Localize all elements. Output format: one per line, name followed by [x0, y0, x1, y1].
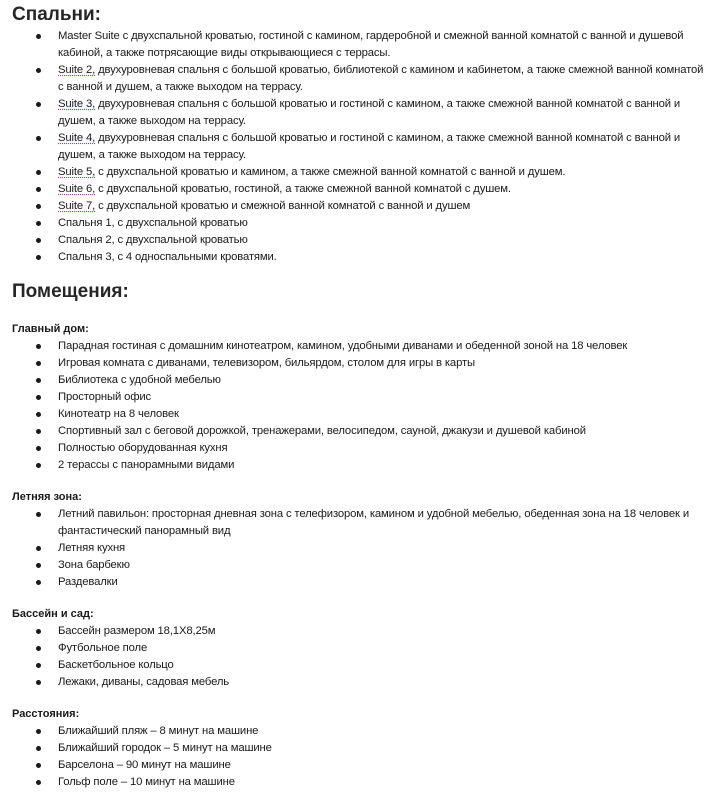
list-item [0, 181, 716, 198]
list-item [0, 338, 716, 355]
item-lead: Suite 3, [58, 98, 96, 110]
bullet-icon [36, 446, 41, 451]
item-text: двухуровневая спальня с большой кроватью и гостиной с камином, а также смежной ванной комнатой с ванной и душем, а также выходом на террасу. [58, 98, 681, 127]
list-item [0, 723, 716, 740]
list-item [0, 640, 716, 657]
list-item [0, 130, 716, 164]
distances-heading: Расстояния: [12, 708, 80, 720]
list-item [0, 557, 716, 574]
item-text: Футбольное поле [58, 642, 148, 654]
item-text: Ближайший пляж – 8 минут на машине [58, 725, 259, 737]
list-item [0, 457, 716, 474]
list-item [0, 164, 716, 181]
list-item [0, 757, 716, 774]
list-item [0, 232, 716, 249]
item-lead: Master Suite [58, 30, 120, 42]
item-text: 2 терассы с панорамными видами [58, 459, 235, 471]
list-item [0, 574, 716, 591]
bullet-icon [36, 187, 41, 192]
bullet-icon [36, 238, 41, 243]
item-text: Раздевалки [58, 576, 118, 588]
list-item [0, 657, 716, 674]
item-text: Ближайший городок – 5 минут на машине [58, 742, 272, 754]
bullet-icon [36, 629, 41, 634]
item-text: Спальня 2, с двухспальной кроватью [58, 234, 248, 246]
item-text: Лежаки, диваны, садовая мебель [58, 676, 230, 688]
item-text: Полностью оборудованная кухня [58, 442, 228, 454]
main-house-heading: Главный дом: [12, 323, 89, 335]
item-text: Кинотеатр на 8 человек [58, 408, 179, 420]
bullet-icon [36, 395, 41, 400]
list-item [0, 623, 716, 640]
item-text: двухуровневая спальня с большой кроватью и гостиной с камином, а также смежной ванной комнатой с ванной и душем, а также выходом на террасу. [58, 132, 681, 161]
list-item [0, 215, 716, 232]
summer-zone-heading: Летняя зона: [12, 491, 82, 503]
list-item [0, 372, 716, 389]
item-lead: Suite 6, [58, 183, 96, 195]
item-text: Спальня 1, с двухспальной кроватью [58, 217, 248, 229]
bullet-icon [36, 34, 41, 39]
bullet-icon [36, 204, 41, 209]
bullet-icon [36, 763, 41, 768]
summer-zone-list [0, 506, 716, 591]
bullet-icon [36, 546, 41, 551]
item-text: с двухспальной кроватью, гостиной с камином, гардеробной и смежной ванной комнатой с ванной и душевой кабиной, а также потрясающие виды открывающиеся с террасы. [58, 30, 684, 59]
bullet-icon [36, 378, 41, 383]
list-item [0, 198, 716, 215]
item-text: с двухспальной кроватью и камином, а также смежной ванной комнатой с ванной и душем. [95, 166, 566, 178]
bullet-icon [36, 102, 41, 107]
bullet-icon [36, 255, 41, 260]
item-text: Парадная гостиная с домашним кинотеатром, камином, удобными диванами и обеденной зоной на 18 человек [58, 340, 628, 352]
list-item [0, 355, 716, 372]
bullet-icon [36, 170, 41, 175]
bullet-icon [36, 221, 41, 226]
list-item [0, 28, 716, 62]
item-text: Зона барбекю [58, 559, 130, 571]
item-lead: Suite 4, [58, 132, 96, 144]
item-text: Просторный офис [58, 391, 152, 403]
main-house-list [0, 338, 716, 474]
list-item [0, 540, 716, 557]
facilities-heading: Помещения: [12, 281, 129, 302]
item-text: Спальня 3, с 4 односпальными кроватями. [58, 251, 277, 263]
list-item [0, 249, 716, 266]
bullet-icon [36, 344, 41, 349]
pool-garden-heading: Бассейн и сад: [12, 608, 94, 620]
item-text: Спортивный зал с беговой дорожкой, тренажерами, велосипедом, сауной, джакузи и душевой кабиной [58, 425, 586, 437]
item-text: Бассейн размером 18,1X8,25м [58, 625, 216, 637]
list-item [0, 389, 716, 406]
item-text: двухуровневая спальня с большой кроватью, библиотекой с камином и кабинетом, а также смежной ванной комнатой с ванной и душем, а также выходом на террасу. [58, 64, 704, 93]
item-lead: Suite 7, [58, 200, 96, 212]
bullet-icon [36, 663, 41, 668]
bullet-icon [36, 780, 41, 785]
list-item [0, 774, 716, 791]
list-item [0, 674, 716, 691]
item-text: с двухспальной кроватью и смежной ванной комнатой с ванной и душем [95, 200, 471, 212]
list-item [0, 440, 716, 457]
item-text: Баскетбольное кольцо [58, 659, 174, 671]
bullet-icon [36, 136, 41, 141]
list-item [0, 740, 716, 757]
bullet-icon [36, 361, 41, 366]
bullet-icon [36, 646, 41, 651]
item-text: Игровая комната с диванами, телевизором, бильярдом, столом для игры в карты [58, 357, 475, 369]
bedrooms-list [0, 28, 716, 266]
item-lead: Suite 5, [58, 166, 96, 178]
item-text: Барселона – 90 минут на машине [58, 759, 231, 771]
item-text: с двухспальной кроватью, гостиной, а также смежной ванной комнатой с душем. [95, 183, 511, 195]
pool-garden-list [0, 623, 716, 691]
item-text: Библиотека с удобной мебелью [58, 374, 221, 386]
list-item [0, 62, 716, 96]
item-text: Летний павильон: просторная дневная зона с телефизором, камином и удобной мебелью, обеденная зона на 18 человек и фантастический панорамный вид [58, 508, 689, 537]
list-item [0, 96, 716, 130]
list-item [0, 406, 716, 423]
item-lead: Suite 2, [58, 64, 96, 76]
list-item [0, 423, 716, 440]
distances-list [0, 723, 716, 791]
bullet-icon [36, 580, 41, 585]
bullet-icon [36, 463, 41, 468]
bullet-icon [36, 729, 41, 734]
bedrooms-heading: Спальни: [12, 4, 101, 25]
item-text: Летняя кухня [58, 542, 126, 554]
list-item [0, 506, 716, 540]
bullet-icon [36, 68, 41, 73]
bullet-icon [36, 512, 41, 517]
bullet-icon [36, 680, 41, 685]
bullet-icon [36, 412, 41, 417]
bullet-icon [36, 746, 41, 751]
item-text: Гольф поле – 10 минут на машине [58, 776, 235, 788]
bullet-icon [36, 563, 41, 568]
bullet-icon [36, 429, 41, 434]
